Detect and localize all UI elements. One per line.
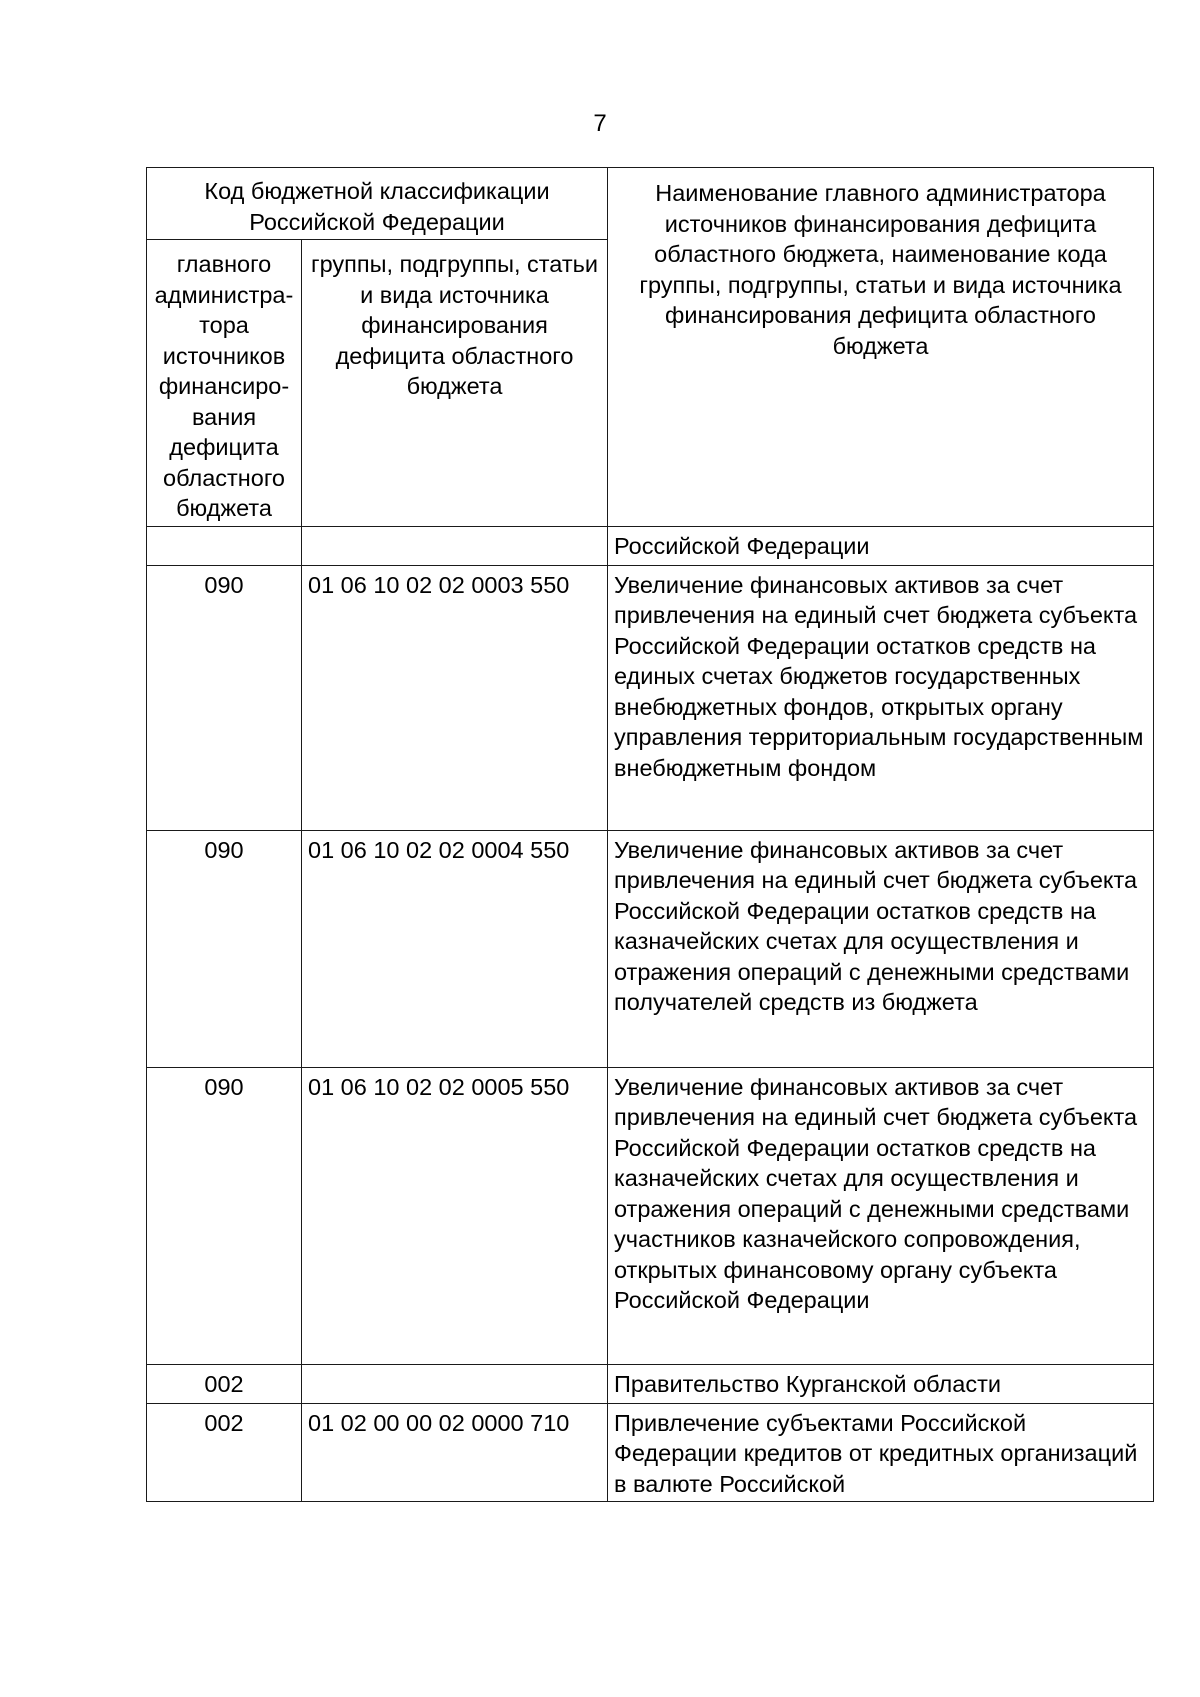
table-row — [147, 1067, 1154, 1364]
source-code-cell — [302, 1364, 608, 1403]
source-code-cell: 01 06 10 02 02 0004 550 — [302, 830, 608, 1067]
admin-code-cell: 090 — [147, 830, 302, 1067]
header-admin-column: главного администра-тора источников финансиро-вания дефицита областного бюджета — [147, 240, 302, 527]
source-code-cell: 01 06 10 02 02 0003 550 — [302, 565, 608, 830]
source-code-cell — [302, 526, 608, 565]
source-name-cell: Увеличение финансовых активов за счет привлечения на единый счет бюджета субъекта Российской Федерации остатков средств на казначейских счетах для осуществления и отражения операций с денежными средствами получателей средств из бюджета — [608, 830, 1154, 1067]
table-row — [147, 1364, 1154, 1403]
header-code-group: Код бюджетной классификации Российской Федерации — [147, 168, 608, 240]
header-source-code-column: группы, подгруппы, статьи и вида источника финансирования дефицита областного бюджета — [302, 240, 608, 527]
admin-code-cell: 002 — [147, 1364, 302, 1403]
admin-code-cell — [147, 526, 302, 565]
source-name-cell: Увеличение финансовых активов за счет привлечения на единый счет бюджета субъекта Российской Федерации остатков средств на казначейских счетах для осуществления и отражения операций с денежными средствами участников казначейского сопровождения, открытых финансовому органу субъекта Российской Федерации — [608, 1067, 1154, 1364]
source-code-cell: 01 02 00 00 02 0000 710 — [302, 1403, 608, 1502]
table-row — [147, 1403, 1154, 1502]
admin-code-cell: 002 — [147, 1403, 302, 1502]
budget-classification-table — [146, 167, 1154, 1502]
admin-code-cell: 090 — [147, 1067, 302, 1364]
source-name-cell: Увеличение финансовых активов за счет привлечения на единый счет бюджета субъекта Российской Федерации остатков средств на единых счетах бюджетов государственных внебюджетных фондов, открытых органу управления территориальным государственным внебюджетным фондом — [608, 565, 1154, 830]
table-row — [147, 526, 1154, 565]
source-code-cell: 01 06 10 02 02 0005 550 — [302, 1067, 608, 1364]
table-row — [147, 565, 1154, 830]
header-name-column: Наименование главного администратора источников финансирования дефицита областного бюджета, наименование кода группы, подгруппы, статьи и вида источника финансирования дефицита областного бюджета — [608, 168, 1154, 527]
table-header-row — [147, 168, 1154, 240]
source-name-cell: Правительство Курганской области — [608, 1364, 1154, 1403]
source-name-cell: Российской Федерации — [608, 526, 1154, 565]
admin-code-cell: 090 — [147, 565, 302, 830]
page-number: 7 — [593, 110, 607, 137]
table-row — [147, 830, 1154, 1067]
source-name-cell: Привлечение субъектами Российской Федерации кредитов от кредитных организаций в валюте Российской — [608, 1403, 1154, 1502]
